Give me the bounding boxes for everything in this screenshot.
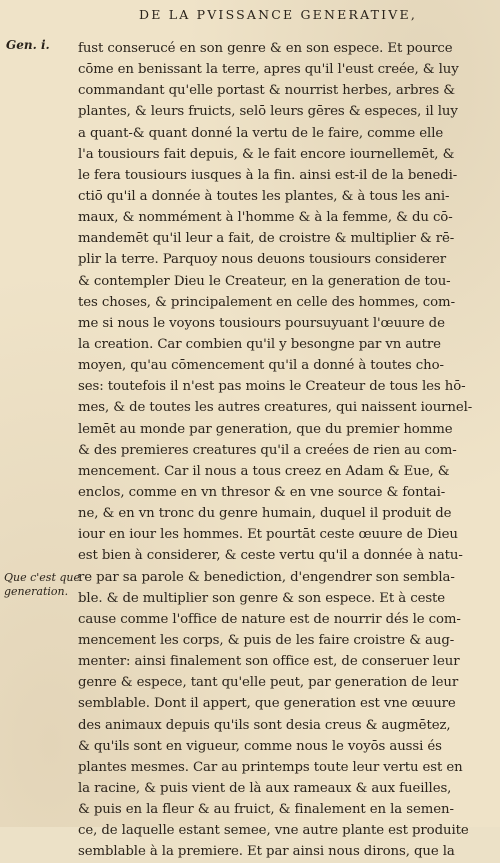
text-line: a quant-& quant donné la vertu de le faire, comme elle [78,125,444,141]
text-line: ctiō qu'il a donnée à toutes les plantes, & à tous les ani- [78,188,450,204]
text-line: maux, & nommément à l'homme & à la femme, & du cō- [78,210,453,226]
text-line: ses: toutefois il n'est pas moins le Createur de tous les hō- [78,379,466,395]
text-line: le fera tousiours iusques à la fin. ainsi est-il de la benedi- [78,167,458,183]
text-line: ble. & de multiplier son genre & son espece. Et à ceste [78,590,446,606]
text-line: mes, & de toutes les autres creatures, qui naissent iournel- [78,400,473,416]
body-text [78,38,496,862]
text-line: & contempler Dieu le Createur, en la generation de tou- [78,273,451,289]
text-line: fust conserucé en son genre & en son espece. Et pource [78,41,453,56]
margin-note-genesis: Gen. i. [6,38,50,52]
text-line: enclos, comme en vn thresor & en vne source & fontai- [78,484,446,500]
text-line: moyen, qu'au cōmencement qu'il a donné à toutes cho- [78,358,444,374]
text-line: & puis en la fleur & au fruict, & finalement en la semen- [78,802,454,818]
text-line: plantes mesmes. Car au printemps toute leur vertu est en [78,759,463,775]
margin-note-line: Que c'est que [4,571,81,584]
text-line: semblable à la premiere. Et par ainsi nous dirons, que la [78,844,455,860]
text-line: l'a tousiours fait depuis, & le fait encore iournellemēt, & [78,146,455,162]
text-line: cōme en benissant la terre, apres qu'il l'eust creée, & luy [78,62,459,78]
text-line: ne, & en vn tronc du genre humain, duquel il produit de [78,506,452,522]
text-line: commandant qu'elle portast & nourrist herbes, arbres & [78,83,455,99]
text-line: mencement. Car il nous a tous creez en Adam & Eue, & [78,463,450,479]
text-line: ce, de laquelle estant semee, vne autre plante est produite [78,823,469,839]
running-header: DE LA PVISSANCE GENERATIVE, [138,7,418,22]
text-line: mencement les corps, & puis de les faire croistre & aug- [78,632,455,648]
text-line: genre & espece, tant qu'elle peut, par generation de leur [78,675,459,691]
margin-note-generation [4,571,80,599]
margin-note-line: generation. [4,585,69,598]
text-line: me si nous le voyons tousiours poursuyuant l'œuure de [78,315,445,331]
text-line: cause comme l'office de nature est de nourrir dés le com- [78,611,461,627]
text-line: la creation. Car combien qu'il y besongne par vn autre [78,336,441,352]
text-line: est bien à considerer, & ceste vertu qu'il a donnée à natu- [78,548,463,564]
text-line: mandemēt qu'il leur a fait, de croistre & multiplier & rē- [78,231,455,247]
text-line: & des premieres creatures qu'il a creées de rien au com- [78,442,457,458]
text-line: menter: ainsi finalement son office est, de conseruer leur [78,654,460,670]
text-line: tes choses, & principalement en celle des hommes, com- [78,294,455,310]
text-line: plantes, & leurs fruicts, selō leurs gēres & especes, il luy [78,104,458,120]
text-line: des animaux depuis qu'ils sont desia creus & augmētez, [78,717,451,733]
text-line: lemēt au monde par generation, que du premier homme [78,421,453,437]
text-line: & qu'ils sont en vigueur, comme nous le voyōs aussi és [78,738,442,754]
text-line: iour en iour les hommes. Et pourtāt ceste œuure de Dieu [78,527,458,543]
text-line: la racine, & puis vient de là aux rameaux & aux fueilles, [78,780,452,796]
text-line: semblable. Dont il appert, que generation est vne œuure [78,696,456,712]
text-line: plir la terre. Parquoy nous deuons tousiours considerer [78,252,446,268]
text-line: re par sa parole & benediction, d'engendrer son sembla- [78,569,455,585]
